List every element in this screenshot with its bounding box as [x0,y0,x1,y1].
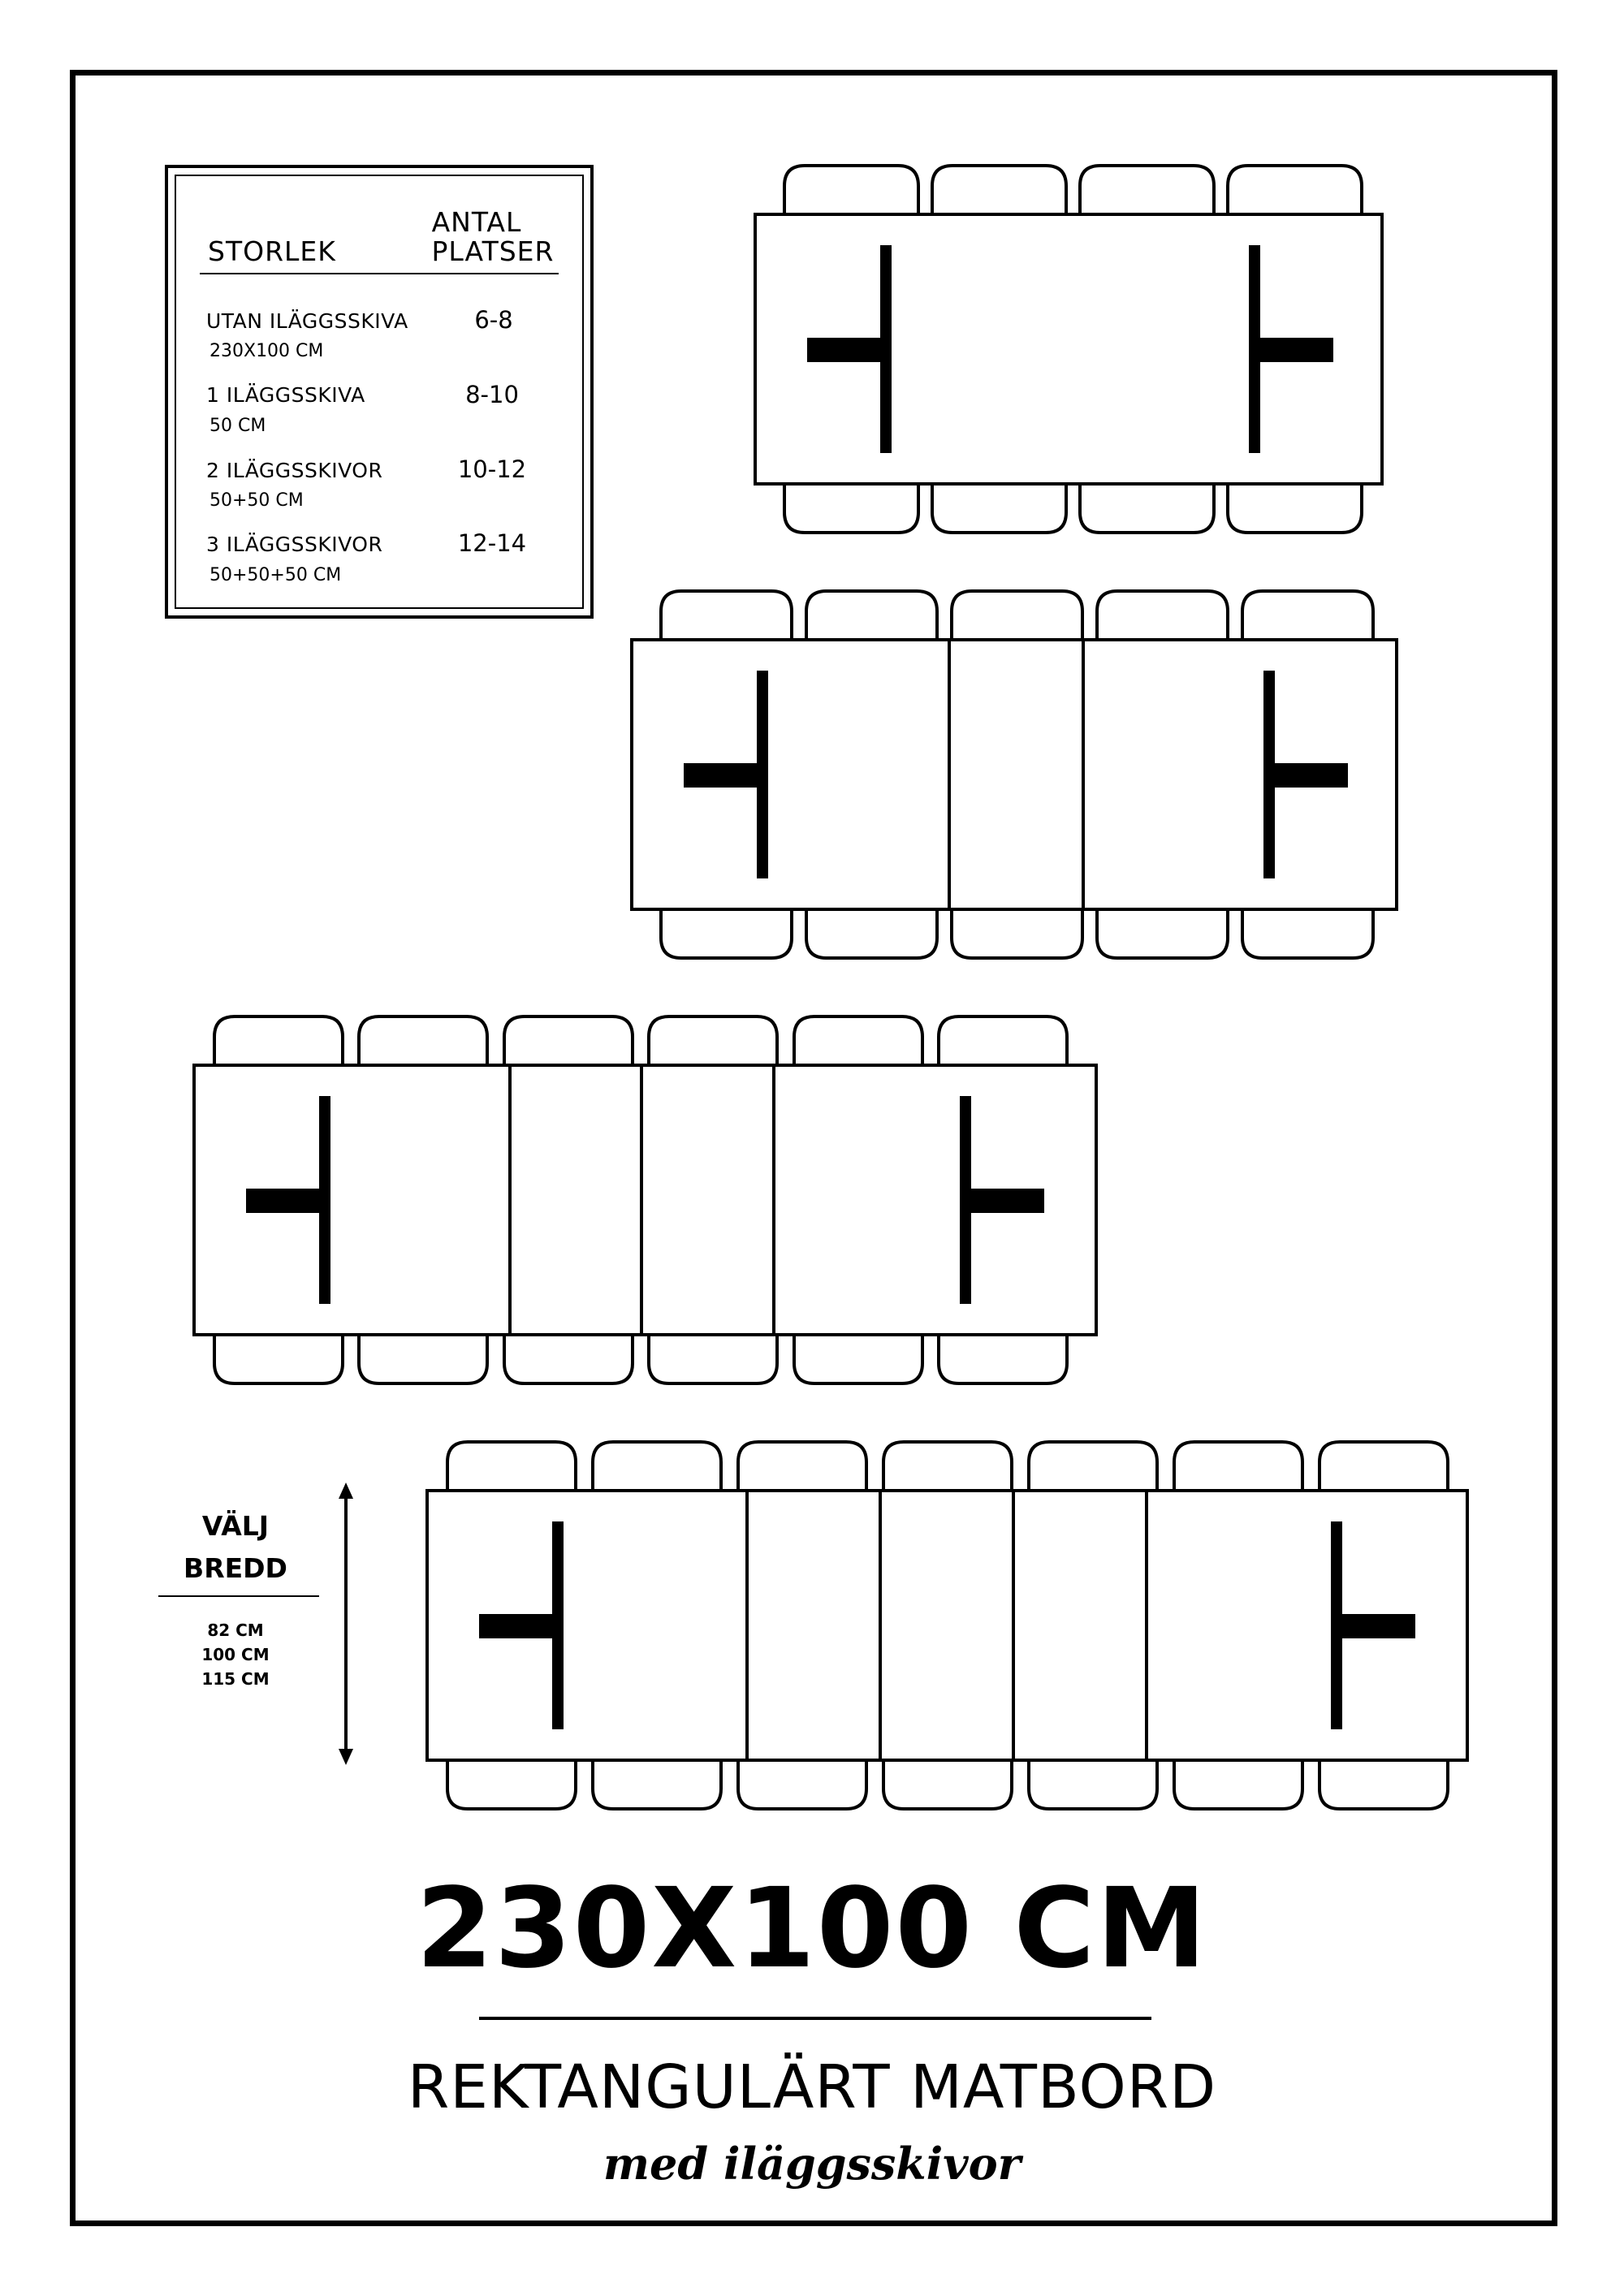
size-table-header-size: STORLEK [208,235,336,267]
size-table-row-2-name: 1 ILÄGGSSKIVA [206,383,365,407]
chair-bottom [593,1760,721,1809]
chair-bottom [1080,484,1214,533]
size-table-row-3-name: 2 ILÄGGSSKIVOR [206,459,383,482]
chair-bottom [214,1335,343,1383]
chair-top [649,1016,777,1065]
width-choice-divider [158,1595,319,1597]
width-option-115: 115 CM [201,1669,270,1689]
leg-left-horizontal [684,763,768,788]
chair-bottom [932,484,1066,533]
width-option-100: 100 CM [201,1645,270,1664]
chair-top [1242,591,1373,640]
chair-bottom [661,909,792,958]
chair-bottom [359,1335,487,1383]
product-subtitle: REKTANGULÄRT MATBORD [407,2052,1217,2122]
chair-top [806,591,937,640]
leg-right-horizontal [960,1189,1044,1213]
chair-top [952,591,1082,640]
chair-top [359,1016,487,1065]
width-option-82: 82 CM [207,1621,264,1640]
chair-bottom [649,1335,777,1383]
chair-bottom [738,1760,866,1809]
chair-bottom [1228,484,1362,533]
chair-bottom [883,1760,1012,1809]
chair-bottom [1097,909,1228,958]
size-table-row-4-name: 3 ILÄGGSSKIVOR [206,533,383,556]
size-table-row-2-sub: 50 CM [209,416,266,436]
chair-top [932,166,1066,214]
chair-bottom [447,1760,576,1809]
chair-bottom [1242,909,1373,958]
size-table-row-3-seats: 10-12 [457,455,527,483]
chair-top [794,1016,922,1065]
leg-right-horizontal [1263,763,1348,788]
chair-bottom [1029,1760,1157,1809]
chair-top [1097,591,1228,640]
size-table-row-4-seats: 12-14 [457,529,527,557]
chair-top [593,1442,721,1491]
width-choice-title-2: BREDD [184,1552,287,1584]
chair-top [1080,166,1214,214]
chair-top [504,1016,633,1065]
chair-top [214,1016,343,1065]
width-arrow [339,1482,353,1765]
leg-left-horizontal [807,338,892,362]
config-no-leaf [755,166,1382,533]
width-arrow-head-down [339,1749,353,1765]
chair-top [738,1442,866,1491]
leg-right-horizontal [1331,1614,1415,1638]
product-tagline: med iläggsskivor [603,2138,1021,2190]
tabletop [427,1491,1467,1760]
leg-right-horizontal [1249,338,1333,362]
config-three-leaves [427,1442,1467,1809]
chair-top [661,591,792,640]
chair-bottom [1320,1760,1448,1809]
width-choice-title-1: VÄLJ [201,1510,270,1542]
chair-top [1228,166,1362,214]
size-table-row-2-seats: 8-10 [465,381,519,408]
chair-top [447,1442,576,1491]
leg-left-horizontal [246,1189,330,1213]
chair-bottom [952,909,1082,958]
chair-top [1029,1442,1157,1491]
size-table-header-seats-1: ANTAL [431,206,522,238]
size-table-row-1-seats: 6-8 [474,306,513,334]
chair-bottom [504,1335,633,1383]
config-two-leaves [194,1016,1096,1383]
chair-top [939,1016,1067,1065]
chair-bottom [806,909,937,958]
size-table-row-1-name: UTAN ILÄGGSSKIVA [206,309,408,333]
chair-top [784,166,918,214]
chair-bottom [939,1335,1067,1383]
size-table-header-seats-2: PLATSER [431,235,555,267]
width-arrow-head-up [339,1482,353,1499]
leg-left-horizontal [479,1614,564,1638]
chair-top [883,1442,1012,1491]
chair-top [1174,1442,1302,1491]
size-table-row-4-sub: 50+50+50 CM [209,565,342,585]
dimension-title: 230X100 CM [416,1865,1208,1993]
size-table-row-1-sub: 230X100 CM [209,341,324,361]
chair-top [1320,1442,1448,1491]
chair-bottom [794,1335,922,1383]
chair-bottom [1174,1760,1302,1809]
size-table-row-3-sub: 50+50 CM [209,490,304,511]
config-one-leaf [632,591,1397,958]
chair-bottom [784,484,918,533]
